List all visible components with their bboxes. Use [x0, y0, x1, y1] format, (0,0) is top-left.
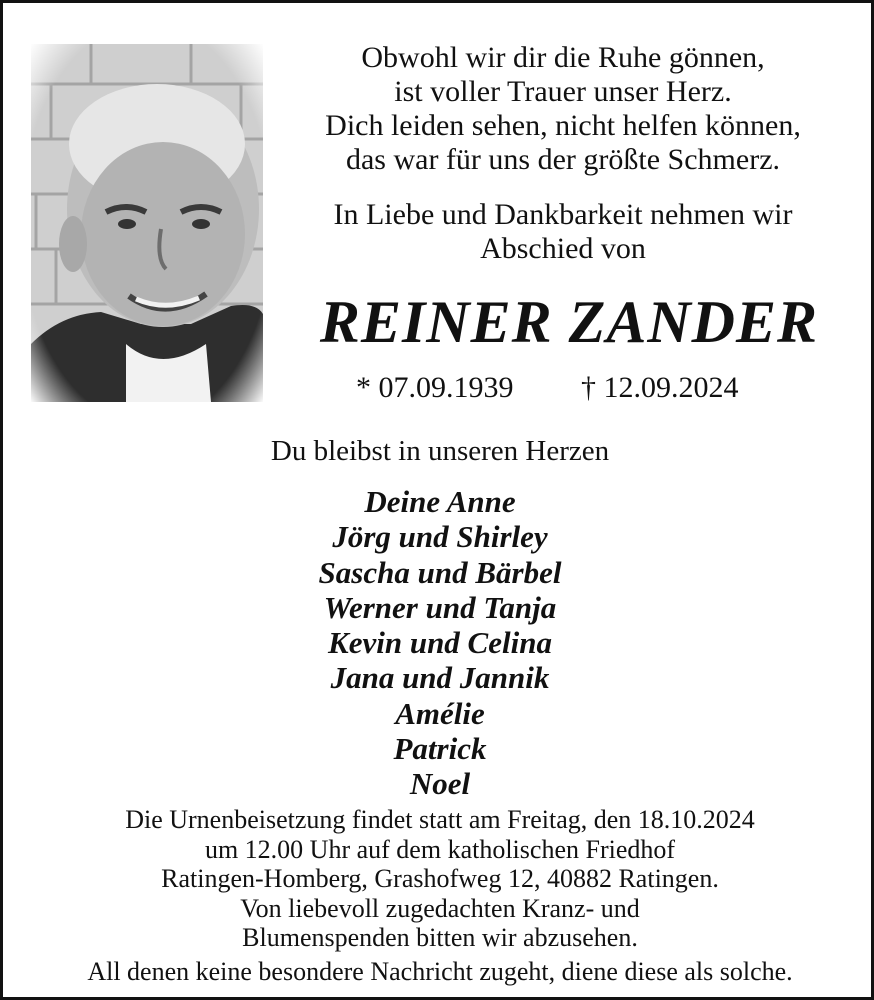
intro-text	[293, 198, 833, 266]
mourner-item: Sascha und Bärbel	[318, 554, 562, 590]
birth-date: * 07.09.1939	[356, 371, 514, 404]
service-line: Ratingen-Homberg, Grashofweg 12, 40882 Ratingen.	[161, 864, 719, 893]
portrait-photo	[31, 44, 263, 402]
death-date: † 12.09.2024	[581, 371, 739, 404]
mourner-item: Jörg und Shirley	[332, 519, 548, 555]
intro-line: In Liebe und Dankbarkeit nehmen wir	[333, 198, 793, 231]
mourner-item: Patrick	[393, 731, 487, 767]
mourner-item: Jana und Jannik	[330, 660, 550, 696]
service-line: Blumenspenden bitten wir abzusehen.	[242, 923, 638, 952]
closing-note: All denen keine besondere Nachricht zugeht, diene diese als solche.	[87, 957, 793, 986]
service-details	[3, 805, 874, 953]
mourner-item: Noel	[409, 766, 471, 802]
poem-line: Dich leiden sehen, nicht helfen können,	[325, 109, 801, 142]
mourner-item: Amélie	[395, 695, 485, 731]
motto: Du bleibst in unseren Herzen	[270, 435, 610, 467]
intro-line: Abschied von	[480, 232, 646, 265]
service-line: Die Urnenbeisetzung findet statt am Freitag, den 18.10.2024	[125, 805, 755, 834]
poem	[293, 41, 833, 177]
poem-line: ist voller Trauer unser Herz.	[394, 75, 732, 108]
mourners-list	[3, 484, 874, 802]
poem-line: das war für uns der größte Schmerz.	[345, 143, 781, 176]
poem-line: Obwohl wir dir die Ruhe gönnen,	[361, 41, 765, 74]
deceased-name: REINER ZANDER	[319, 289, 819, 355]
mourner-item: Kevin und Celina	[328, 625, 552, 661]
service-line: um 12.00 Uhr auf dem katholischen Friedhof	[204, 834, 676, 864]
mourner-item: Werner und Tanja	[323, 589, 557, 625]
portrait-image	[31, 44, 263, 402]
service-line: Von liebevoll zugedachten Kranz- und	[240, 893, 640, 923]
mourner-item: Deine Anne	[364, 484, 516, 519]
